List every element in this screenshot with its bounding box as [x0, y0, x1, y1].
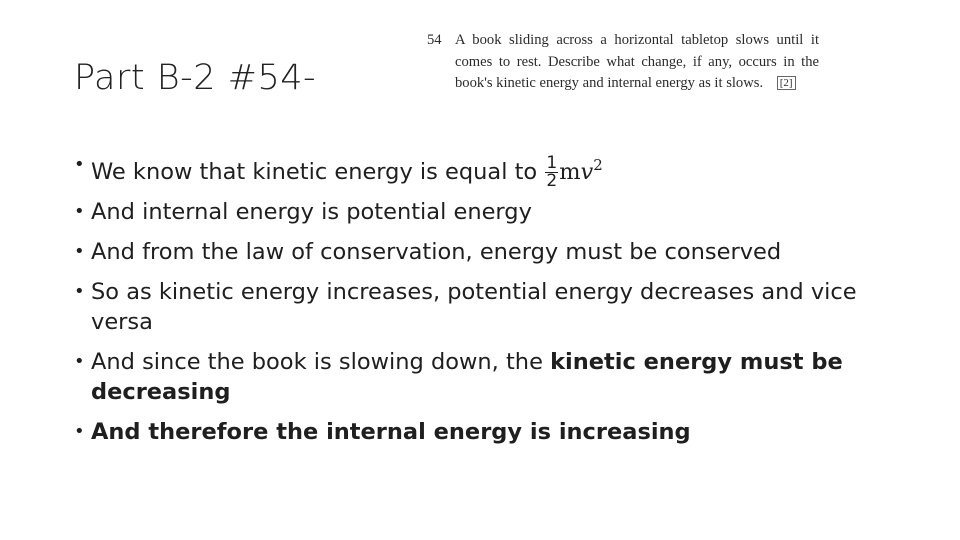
- question-marks: [2]: [777, 76, 796, 90]
- bullet-kinetic-energy-formula: [74, 150, 864, 190]
- bullet-conservation: [74, 237, 864, 267]
- bullet-bold-text: kinetic energy must be decreasing: [91, 349, 843, 405]
- bullet-dot: •: [74, 421, 85, 442]
- bullet-text: We know that kinetic energy is equal to: [91, 159, 538, 185]
- bullet-dot: •: [74, 281, 85, 302]
- bullet-text: And from the law of conservation, energy must be conserved: [91, 239, 782, 265]
- question-text: A book sliding across a horizontal tabletop slows until it comes to rest. Describe what change, if any, occurs in the book's kinetic energy and internal energy as it slows.: [455, 32, 819, 91]
- bullet-dot: •: [74, 241, 85, 262]
- fraction-numerator: 1: [546, 153, 558, 173]
- bullet-dot: •: [74, 351, 85, 372]
- formula-v: v: [580, 159, 594, 185]
- bullet-slowing-down: [74, 347, 864, 407]
- formula-m: m: [559, 159, 581, 185]
- formula-exponent: 2: [593, 156, 603, 174]
- bullet-bold-text: And therefore the internal energy is increasing: [91, 419, 691, 445]
- bullet-dot: •: [74, 154, 85, 175]
- bullet-internal-energy: [74, 197, 864, 227]
- bullet-text: So as kinetic energy increases, potential energy decreases and vice versa: [91, 279, 857, 335]
- bullet-dot: •: [74, 201, 85, 222]
- slide-title: Part B-2 #54-: [74, 58, 317, 98]
- bullet-energy-tradeoff: [74, 277, 864, 337]
- question-text-block: [455, 30, 819, 95]
- bullet-conclusion: [74, 417, 864, 447]
- bullet-text: And since the book is slowing down, the: [91, 349, 551, 375]
- fraction-one-half: [545, 155, 558, 190]
- bullet-text: And internal energy is potential energy: [91, 199, 532, 225]
- bullet-list: [74, 150, 864, 447]
- formula-mv-squared: [559, 156, 603, 185]
- question-number: 54: [427, 32, 442, 48]
- fraction-denominator: 2: [546, 171, 558, 191]
